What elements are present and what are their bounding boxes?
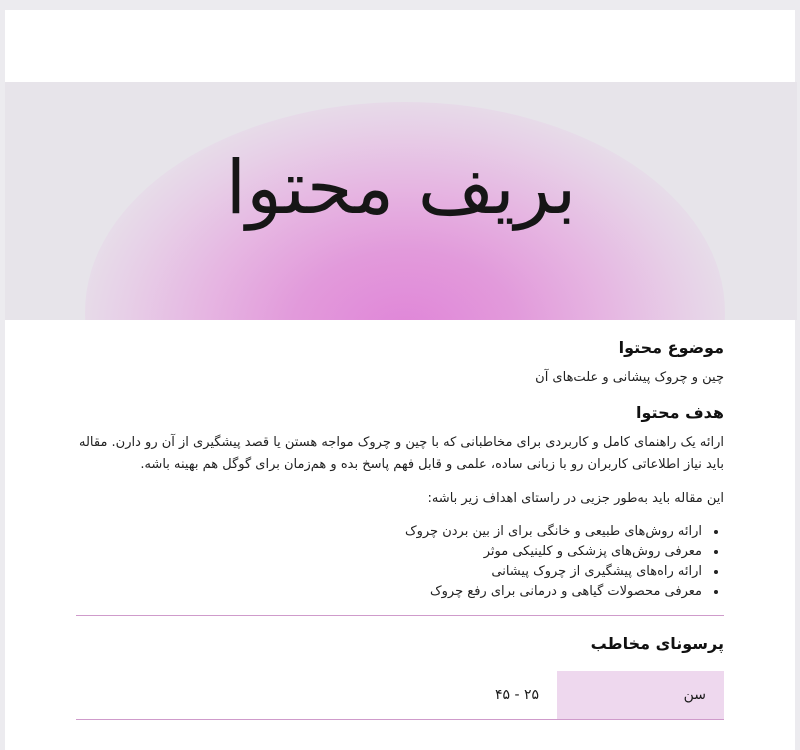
list-item: • ارائه راه‌های پیشگیری از چروک پیشانی [76, 562, 704, 582]
table-row [76, 671, 724, 720]
title-banner [5, 82, 797, 320]
persona-value-age: ۲۵ - ۴۵ [76, 671, 557, 720]
document-body [76, 320, 724, 720]
persona-heading: پرسونای مخاطب [590, 634, 724, 653]
persona-table [76, 671, 724, 720]
goal-heading: هدف محتوا [636, 403, 724, 422]
page-title: بریف محتوا [225, 145, 577, 231]
top-strip [0, 0, 800, 10]
list-item: • ارائه روش‌های طبیعی و خانگی برای از بین بردن چروک [76, 522, 704, 542]
persona-label-age: سن [557, 671, 724, 720]
goal-list [76, 522, 724, 602]
list-item: • معرفی روش‌های پزشکی و کلینیکی موثر [76, 542, 704, 562]
topic-text: چین و چروک پیشانی و علت‌های آن [535, 370, 724, 385]
topic-heading: موضوع محتوا [618, 338, 724, 357]
list-item: • معرفی محصولات گیاهی و درمانی برای رفع چروک [76, 582, 704, 602]
goal-text: ارائه یک راهنمای کامل و کاربردی برای مخاطبانی که با چین و چروک مواجه هستن یا قصد پیشگیری از آن رو دارن. مقاله باید نیاز اطلاعاتی کاربران رو با زبانی ساده، علمی و قابل فهم پاسخ بده و هم‌زمان برای گوگل هم بهینه باشه. [78, 435, 724, 472]
goal-intro: این مقاله باید به‌طور جزیی در راستای اهداف زیر باشه: [427, 491, 724, 506]
header-area [5, 10, 795, 82]
section-divider [76, 615, 724, 616]
